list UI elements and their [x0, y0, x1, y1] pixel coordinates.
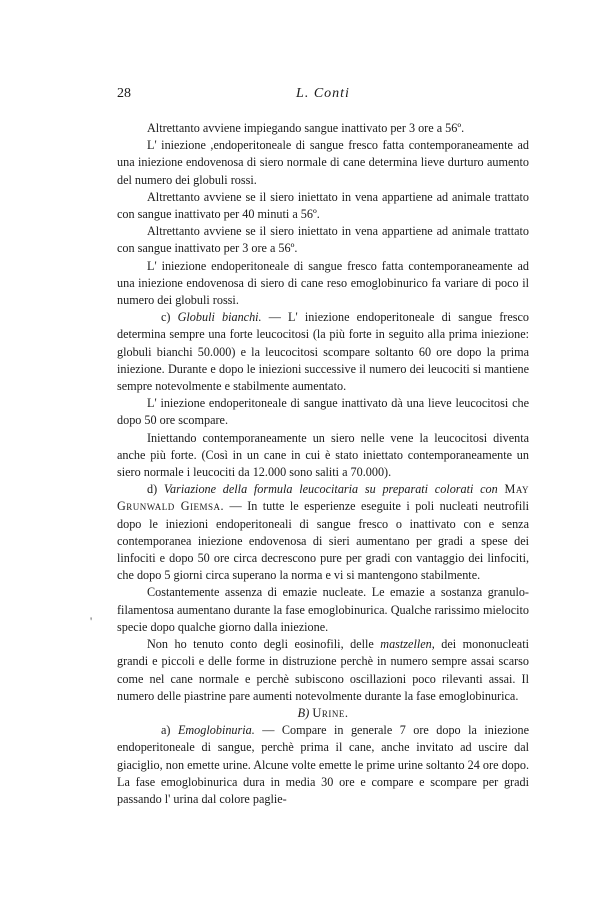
item-title: Emoglobinuria.: [177, 723, 255, 738]
item-title: Variazione della formula leucocitaria su preparati colorati con: [163, 482, 498, 497]
paragraph: Altrettanto avviene se il siero iniettato in vena appartiene ad animale trattato con sangue inattivato per 40 minuti a 56º.: [117, 189, 529, 222]
paragraph: Altrettanto avviene se il siero iniettato in vena appartiene ad animale trattato con sangue inattivato per 3 ore a 56º.: [117, 224, 529, 256]
item-label: c): [161, 310, 171, 325]
paragraph-globuli-bianchi: [117, 309, 529, 395]
margin-mark: ': [90, 614, 93, 628]
paragraph: Altrettanto avviene impiegando sangue inattivato per 3 ore a 56º.: [147, 121, 465, 135]
section-title: Urine.: [312, 705, 349, 720]
term-mastzellen: mastzellen,: [380, 637, 435, 652]
paragraph: L' iniezione ,endoperitoneale di sangue fresco fatta contemporaneamente ad una iniezione endovenosa di siero normale di cane determina lieve durturo aumento del numero dei globuli rossi.: [117, 138, 529, 187]
page-number: 28: [117, 86, 131, 101]
item-title: Globuli bianchi.: [177, 310, 262, 325]
item-label: d): [147, 482, 158, 497]
body-text: [117, 120, 529, 808]
paragraph-variazione: [117, 481, 529, 584]
item-text: — L' iniezione endoperitoneale di sangue fresco determina sempre una forte leucocitosi (la più forte in seguito alla prima iniezione: globuli bianchi 50.000) e la leucocitosi scompare soltanto 60 ore dopo la prima iniezione. Durante e dopo le iniezioni successive il numero dei leucociti si mantiene sempre notevolmente e stabilmente aumentato.: [117, 310, 529, 394]
paragraph: L' iniezione endoperitoneale di sangue fresco fatta contemporaneamente ad una iniezione endovenosa di siero di cane reso emoglobinurico fa variare di poco il numero dei globuli rossi.: [117, 258, 529, 308]
section-heading: [117, 705, 529, 722]
item-label: a): [161, 723, 171, 738]
paragraph: L' iniezione endoperitoneale di sangue inattivato dà una lieve leucocitosi che dopo 50 ore scompare.: [117, 396, 529, 428]
paragraph-eosinofili: Non ho tenuto conto degli eosinofili, delle mastzellen, dei mononucleati grandi e piccoli e delle forme in distruzione perchè in numero sempre assai scarso come nel cane normale e perchè subiscono oscillazioni poco rilevanti assai. Il numero delle piastrine pare aumenti notevolmente durante la fase emoglobinurica.: [117, 637, 529, 703]
item-text: — In tutte le esperienze eseguite i poli nucleati neutrofili dopo le iniezioni endoperitoneali di sangue fresco o inattivato con e senza contemporanea iniezione endovenosa di sieri aumentano per gradi a spese dei linfociti e dopo 50 ore circa decrescono pure per gradi con vantaggio dei linfociti, che dopo 5 giorni circa superano la norma e vi si mantengono stabilmente.: [117, 499, 530, 583]
stain-name: May Grunwald Giemsa.: [117, 482, 530, 514]
paragraph: Iniettando contemporaneamente un siero nelle vene la leucocitosi diventa anche più forte. (Così in un cane in cui è stato iniettato contemporaneamente un siero normale i leucociti da 12.000 sono saliti a 70.000).: [117, 430, 529, 480]
running-head: L. Conti: [296, 86, 350, 101]
section-label: B): [297, 705, 310, 720]
paragraph: Costantemente assenza di emazie nucleate. Le emazie a sostanza granulo-filamentosa aumentano durante la fase emoglobinurica. Qualche rarissimo mielocito specie dopo qualche giorno dalla iniezione.: [117, 585, 529, 634]
paragraph-emoglobinuria: [117, 722, 529, 808]
item-text: — Compare in generale 7 ore dopo la iniezione endoperitoneale di sangue, perchè prima il cane, anche invitato ad uscire dal giaciglio, non emette urine. Alcune volte emette le prime urine soltanto 24 ore dopo. La fase emoglobinurica dura in media 30 ore e compare e scompare per gradi passando l' urina dal colore paglie-: [117, 723, 530, 806]
page-header: [117, 86, 529, 106]
